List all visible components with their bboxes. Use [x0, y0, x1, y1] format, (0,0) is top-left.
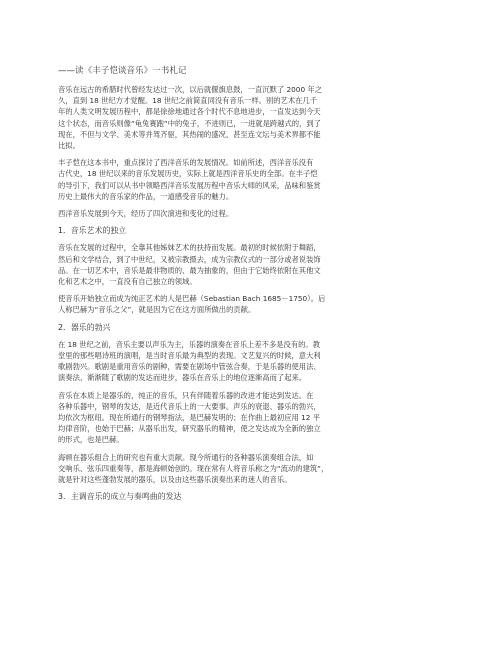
paragraph-line: 音乐在发展的过程中，全靠其他姊妹艺术的扶持而发展。最初的时候依附于舞蹈， [58, 243, 321, 253]
intro-section [58, 84, 446, 219]
paragraph-line: 堂里的那些唱诗班的演唱，是当时音乐最为典型的表现。文艺复兴的时候，意大利 [58, 351, 321, 361]
paragraph-line: 均律音阶，也始于巴赫；从器乐出发，研究器乐的精神，使之发达成为全新的独立 [58, 424, 321, 434]
paragraph-line: 丰子恺在这本书中，重点探讨了西洋音乐的发展情况。如前所述，西洋音乐没有 [58, 158, 314, 168]
paragraph-line: 品。在一切艺术中，音乐是最非物质的、最为抽象的，但由于它始终依附在其他文 [58, 265, 321, 275]
paragraph-line: 均依次为枢纽。现在所通行的钢琴指法，是巴赫发明的；在作曲上最初应用 12 平 [58, 413, 321, 423]
section-heading: 2．器乐的勃兴 [58, 322, 111, 332]
paragraph-line: 交响乐、弦乐四重奏等，都是海顿始创的。现在常有人将音乐称之为“流动的建筑”， [58, 463, 329, 473]
document-title: ——读《丰子恺谈音乐》一书札记 [58, 65, 187, 75]
paragraph [58, 452, 446, 486]
paragraph-line: 人称巴赫为“音乐之父”，就是因为它在这方面所做出的贡献。 [58, 305, 256, 315]
paragraph [58, 84, 446, 151]
paragraph-line: 年的人类文明发展历程中，都是徐徐地通过各个时代不息地进步，一直发达到今天 [58, 107, 321, 117]
paragraph-line: 久，直到 18 世纪方才觉醒。18 世纪之前简直同没有音乐一样。别的艺术在几千 [58, 96, 318, 106]
paragraph-line: 海顿在器乐组合上的研究也有重大贡献。现今所通行的各种器乐演奏组合法，如 [58, 452, 314, 462]
paragraph-line: 各种乐器中，钢琴的发达，是近代音乐上的一大要事。声乐的衰退、器乐的勃兴， [58, 401, 321, 411]
paragraph-line: 这个状态，而音乐则像“龟兔赛跑”中的兔子，不进则已，一进就是跨越式的，到了 [58, 118, 321, 128]
paragraph-line: 音乐在本质上是器乐的，纯正的音乐，只有伴随着乐器的改进才能达到发达。在 [58, 390, 314, 400]
section-heading: 3．主调音乐的成立与奏鸣曲的发达 [58, 492, 182, 502]
paragraph-line: 比拟。 [58, 141, 80, 151]
paragraph-line: 西洋音乐发展到今天，经历了四次演进和变化的过程。 [58, 209, 234, 219]
paragraph-line: 在 18 世纪之前，音乐主要以声乐为主，乐器的演奏在音乐上差不多是没有的。教 [58, 339, 321, 349]
paragraph-line: 就是针对这些蓬勃发展的器乐，以及由这些器乐演奏出来的迷人的音乐。 [58, 475, 292, 485]
paragraph-line: 演奏法、渐渐随了歌剧的发达而进步，器乐在音乐上的地位逐渐高而了起来。 [58, 373, 307, 383]
paragraph-line: 古代史，18 世纪以来的音乐发展历史，实际上就是西洋音乐史的全部。在丰子恺 [58, 169, 318, 179]
paragraph-line: 的形式，也是巴赫。 [58, 435, 124, 445]
paragraph [58, 242, 446, 287]
paragraph-line: 化和艺术之中，一直没有自己独立的领域。 [58, 277, 197, 287]
paragraph [58, 390, 446, 446]
paragraph-line: 使音乐开始独立而成为纯正艺术的人是巴赫（Sebastian Bach 1685－1750）。后 [58, 294, 326, 304]
paragraph-line: 的导引下，我们可以从书中领略西洋音乐发展历程中音乐大师的风采，品味和鉴赏 [58, 180, 321, 190]
paragraph-line: 歌剧勃兴。歌剧是重用音乐的剧种，需要在剧场中管弦合奏，于是乐器的使用法、 [58, 362, 321, 372]
paragraph [58, 157, 446, 202]
paragraph-line: 历史上最伟大的音乐家的作品，一道感受音乐的魅力。 [58, 191, 234, 201]
paragraph [58, 208, 446, 219]
paragraph-line: 现在，不但与文学、美术等并驾齐驱，其热闹的盛况，甚至连文坛与美术界都不能 [58, 129, 321, 139]
paragraph [58, 293, 446, 315]
section-heading: 1．音乐艺术的独立 [58, 226, 127, 236]
body-sections [58, 225, 446, 502]
paragraph-line: 音乐在远古的希腊时代曾经发达过一次，以后就偃旗息鼓，一直沉默了 2000 年之 [58, 85, 323, 94]
paragraph-line: 然后和文学结合，到了中世纪，又被宗教摄去，成为宗教仪式的一部分或者说装饰 [58, 254, 321, 264]
paragraph [58, 339, 446, 384]
